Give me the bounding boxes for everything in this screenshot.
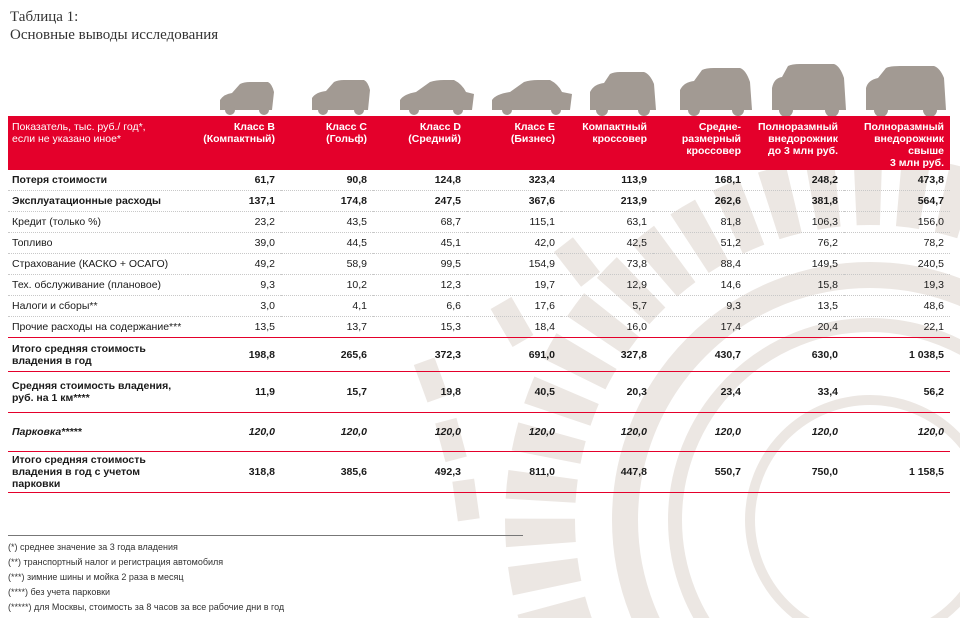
cell-value: 10,2 xyxy=(281,275,373,296)
cell-value: 154,9 xyxy=(467,254,561,275)
cell-value: 63,1 xyxy=(561,212,653,233)
cell-value: 120,0 xyxy=(747,413,844,452)
cell-value: 16,0 xyxy=(561,317,653,338)
cell-value: 15,8 xyxy=(747,275,844,296)
cell-value: 76,2 xyxy=(747,233,844,254)
row-depreciation xyxy=(8,170,950,191)
cell-value: 248,2 xyxy=(747,170,844,191)
cell-value: 367,6 xyxy=(467,191,561,212)
cell-value: 240,5 xyxy=(844,254,950,275)
cell-value: 318,8 xyxy=(188,452,281,493)
cell-value: 124,8 xyxy=(373,170,467,191)
row-other-expenses xyxy=(8,317,950,338)
cell-value: 372,3 xyxy=(373,338,467,372)
cell-value: 1 158,5 xyxy=(844,452,950,493)
cell-value: 39,0 xyxy=(188,233,281,254)
cell-value: 23,2 xyxy=(188,212,281,233)
cell-value: 45,1 xyxy=(373,233,467,254)
cell-value: 15,3 xyxy=(373,317,467,338)
cell-value: 20,3 xyxy=(561,372,653,413)
cell-value: 4,1 xyxy=(281,296,373,317)
cell-value: 49,2 xyxy=(188,254,281,275)
row-insurance xyxy=(8,254,950,275)
cell-value: 198,8 xyxy=(188,338,281,372)
header-compact-crossover: Компактный кроссовер xyxy=(561,116,653,170)
cell-value: 78,2 xyxy=(844,233,950,254)
cell-value: 120,0 xyxy=(188,413,281,452)
cell-value: 447,8 xyxy=(561,452,653,493)
cell-value: 44,5 xyxy=(281,233,373,254)
cell-value: 247,5 xyxy=(373,191,467,212)
cell-value: 120,0 xyxy=(281,413,373,452)
midsize-crossover-car-icon xyxy=(680,68,752,110)
cell-value: 5,7 xyxy=(561,296,653,317)
fullsize-suv-car-icon xyxy=(772,64,846,110)
footnote-item: (*****) для Москвы, стоимость за 8 часов за все рабочие дни в год xyxy=(8,602,285,612)
cell-value: 56,2 xyxy=(844,372,950,413)
row-label: Итого средняя стоимость владения в год с учетом парковки xyxy=(8,452,188,493)
row-label: Тех. обслуживание (плановое) xyxy=(8,275,188,296)
table-header xyxy=(8,116,950,170)
cell-value: 88,4 xyxy=(653,254,747,275)
cell-value: 15,7 xyxy=(281,372,373,413)
cell-value: 9,3 xyxy=(653,296,747,317)
row-operating-costs xyxy=(8,191,950,212)
header-indicator-line1: Показатель, тыс. руб./ год*, xyxy=(12,121,146,133)
cell-value: 168,1 xyxy=(653,170,747,191)
cell-value: 33,4 xyxy=(747,372,844,413)
golf-car-icon xyxy=(312,80,370,110)
row-label: Эксплуатационные расходы xyxy=(8,191,188,212)
cell-value: 51,2 xyxy=(653,233,747,254)
caption-title: Основные выводы исследования xyxy=(10,27,219,43)
cell-value: 22,1 xyxy=(844,317,950,338)
cell-value: 61,7 xyxy=(188,170,281,191)
cell-value: 68,7 xyxy=(373,212,467,233)
cell-value: 23,4 xyxy=(653,372,747,413)
cell-value: 106,3 xyxy=(747,212,844,233)
cell-value: 19,7 xyxy=(467,275,561,296)
cell-value: 430,7 xyxy=(653,338,747,372)
cell-value: 13,5 xyxy=(747,296,844,317)
cell-value: 12,9 xyxy=(561,275,653,296)
cell-value: 265,6 xyxy=(281,338,373,372)
row-taxes xyxy=(8,296,950,317)
cell-value: 12,3 xyxy=(373,275,467,296)
footnotes xyxy=(8,540,284,615)
header-class-e: Класс E (Бизнес) xyxy=(467,116,561,170)
cell-value: 19,3 xyxy=(844,275,950,296)
cell-value: 691,0 xyxy=(467,338,561,372)
cell-value: 492,3 xyxy=(373,452,467,493)
sedan-car-icon xyxy=(400,80,474,110)
cell-value: 40,5 xyxy=(467,372,561,413)
cell-value: 120,0 xyxy=(844,413,950,452)
footnote-item: (*) среднее значение за 3 года владения xyxy=(8,542,178,552)
cell-value: 6,6 xyxy=(373,296,467,317)
cell-value: 174,8 xyxy=(281,191,373,212)
header-suv-over-3m: Полноразмный внедорожник свыше 3 млн руб. xyxy=(844,116,950,170)
caption-number: Таблица 1: xyxy=(10,9,79,25)
cell-value: 811,0 xyxy=(467,452,561,493)
row-label: Кредит (только %) xyxy=(8,212,188,233)
cell-value: 385,6 xyxy=(281,452,373,493)
header-indicator-line2: если не указано иное* xyxy=(12,133,121,145)
row-fuel xyxy=(8,233,950,254)
cell-value: 13,5 xyxy=(188,317,281,338)
row-label: Топливо xyxy=(8,233,188,254)
business-sedan-car-icon xyxy=(492,80,572,110)
cell-value: 1 038,5 xyxy=(844,338,950,372)
cell-value: 262,6 xyxy=(653,191,747,212)
row-label: Прочие расходы на содержание*** xyxy=(8,317,188,338)
row-label: Итого средняя стоимость владения в год xyxy=(8,338,188,372)
cell-value: 323,4 xyxy=(467,170,561,191)
cell-value: 18,4 xyxy=(467,317,561,338)
cell-value: 750,0 xyxy=(747,452,844,493)
cell-value: 115,1 xyxy=(467,212,561,233)
cell-value: 113,9 xyxy=(561,170,653,191)
cell-value: 48,6 xyxy=(844,296,950,317)
cell-value: 20,4 xyxy=(747,317,844,338)
header-class-b: Класс B (Компактный) xyxy=(188,116,281,170)
row-label: Потеря стоимости xyxy=(8,170,188,191)
footnote-item: (**) транспортный налог и регистрация автомобиля xyxy=(8,557,224,567)
cell-value: 42,0 xyxy=(467,233,561,254)
cell-value: 99,5 xyxy=(373,254,467,275)
cell-value: 630,0 xyxy=(747,338,844,372)
cell-value: 19,8 xyxy=(373,372,467,413)
row-credit xyxy=(8,212,950,233)
cell-value: 3,0 xyxy=(188,296,281,317)
cell-value: 120,0 xyxy=(467,413,561,452)
header-class-c: Класс C (Гольф) xyxy=(281,116,373,170)
row-label: Налоги и сборы** xyxy=(8,296,188,317)
cell-value: 58,9 xyxy=(281,254,373,275)
footnote-item: (***) зимние шины и мойка 2 раза в месяц xyxy=(8,572,184,582)
cell-value: 213,9 xyxy=(561,191,653,212)
cell-value: 149,5 xyxy=(747,254,844,275)
cell-value: 42,5 xyxy=(561,233,653,254)
cell-value: 137,1 xyxy=(188,191,281,212)
cell-value: 17,6 xyxy=(467,296,561,317)
row-cost-per-km xyxy=(8,372,950,413)
cell-value: 11,9 xyxy=(188,372,281,413)
summary-table xyxy=(8,116,950,493)
cell-value: 13,7 xyxy=(281,317,373,338)
row-label: Страхование (КАСКО + ОСАГО) xyxy=(8,254,188,275)
row-maintenance xyxy=(8,275,950,296)
cell-value: 73,8 xyxy=(561,254,653,275)
cell-value: 156,0 xyxy=(844,212,950,233)
footnote-item: (****) без учета парковки xyxy=(8,587,111,597)
row-parking xyxy=(8,413,950,452)
cell-value: 90,8 xyxy=(281,170,373,191)
cell-value: 14,6 xyxy=(653,275,747,296)
cell-value: 327,8 xyxy=(561,338,653,372)
cell-value: 81,8 xyxy=(653,212,747,233)
header-indicator xyxy=(8,116,188,170)
row-label: Средняя стоимость владения, руб. на 1 км**** xyxy=(8,372,188,413)
cell-value: 43,5 xyxy=(281,212,373,233)
cell-value: 17,4 xyxy=(653,317,747,338)
header-class-d: Класс D (Средний) xyxy=(373,116,467,170)
cell-value: 473,8 xyxy=(844,170,950,191)
header-suv-under-3m: Полноразмный внедорожник до 3 млн руб. xyxy=(747,116,844,170)
row-total-annual xyxy=(8,338,950,372)
header-midsize-crossover: Средне- размерный кроссовер xyxy=(653,116,747,170)
cell-value: 550,7 xyxy=(653,452,747,493)
row-total-with-parking xyxy=(8,452,950,493)
cell-value: 564,7 xyxy=(844,191,950,212)
cell-value: 381,8 xyxy=(747,191,844,212)
row-label: Парковка***** xyxy=(8,413,188,452)
footnote-divider xyxy=(8,535,523,536)
cell-value: 9,3 xyxy=(188,275,281,296)
compact-crossover-car-icon xyxy=(590,72,656,110)
car-icons xyxy=(210,60,950,116)
cell-value: 120,0 xyxy=(373,413,467,452)
premium-suv-car-icon xyxy=(866,66,946,110)
cell-value: 120,0 xyxy=(653,413,747,452)
table-caption xyxy=(10,8,218,44)
cell-value: 120,0 xyxy=(561,413,653,452)
